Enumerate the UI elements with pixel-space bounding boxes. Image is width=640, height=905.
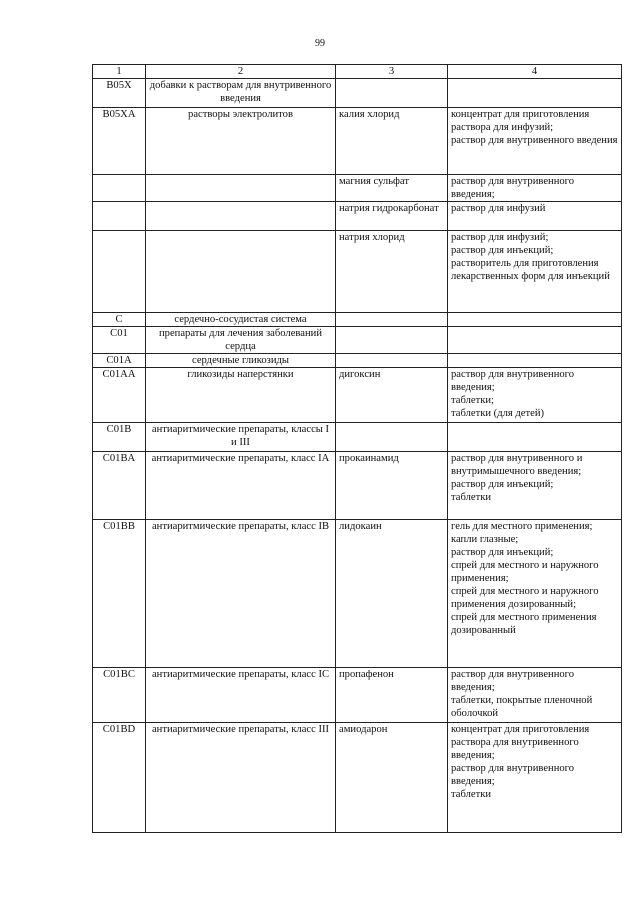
table-row — [93, 520, 622, 668]
table-row — [93, 668, 622, 723]
atc-code-cell — [93, 202, 146, 231]
atc-code-cell: C01A — [93, 354, 146, 368]
group-cell — [146, 202, 336, 231]
substance-cell — [336, 313, 448, 327]
dosage-form: раствор для инфузий; — [451, 232, 549, 243]
header-col-1: 1 — [93, 65, 146, 79]
dosage-form: раствор для инфузий — [451, 203, 546, 214]
forms-cell — [448, 79, 622, 108]
table-row — [93, 368, 622, 423]
substance-cell: прокаинамид — [336, 452, 448, 520]
table-row — [93, 423, 622, 452]
dosage-form: раствор для внутривенного введения; — [451, 669, 575, 693]
group-cell: антиаритмические препараты, класс IA — [146, 452, 336, 520]
atc-code-cell: C01BB — [93, 520, 146, 668]
forms-cell — [448, 423, 622, 452]
dosage-form: таблетки; — [451, 395, 494, 406]
substance-cell — [336, 327, 448, 354]
group-cell: растворы электролитов — [146, 108, 336, 175]
forms-cell — [448, 313, 622, 327]
header-col-2: 2 — [146, 65, 336, 79]
dosage-form: раствор для внутривенного и внутримышечного введения; — [451, 453, 583, 477]
substance-cell: магния сульфат — [336, 175, 448, 202]
substance-cell: лидокаин — [336, 520, 448, 668]
atc-code-cell: C01BA — [93, 452, 146, 520]
table-header — [93, 65, 622, 79]
forms-cell — [448, 327, 622, 354]
atc-code-cell: C — [93, 313, 146, 327]
group-cell: антиаритмические препараты, класс IC — [146, 668, 336, 723]
table-row — [93, 108, 622, 175]
dosage-form: раствор для внутривенного введения; — [451, 369, 575, 393]
forms-cell — [448, 175, 622, 202]
substance-cell: пропафенон — [336, 668, 448, 723]
atc-code-cell: B05X — [93, 79, 146, 108]
group-cell: препараты для лечения заболеваний сердца — [146, 327, 336, 354]
substance-cell: дигоксин — [336, 368, 448, 423]
dosage-form: раствор для внутривенного введения; — [451, 176, 575, 200]
dosage-form: таблетки, покрытые пленочной оболочкой — [451, 695, 593, 719]
forms-cell — [448, 723, 622, 833]
table-row — [93, 354, 622, 368]
table-row — [93, 202, 622, 231]
table-row — [93, 313, 622, 327]
dosage-form: капли глазные; — [451, 534, 519, 545]
forms-cell — [448, 368, 622, 423]
substance-cell — [336, 79, 448, 108]
atc-code-cell — [93, 231, 146, 313]
drug-table — [92, 64, 622, 833]
group-cell — [146, 175, 336, 202]
table-row — [93, 327, 622, 354]
dosage-form: раствор для внутривенного введения; — [451, 763, 575, 787]
substance-cell — [336, 354, 448, 368]
group-cell: добавки к растворам для внутривенного введения — [146, 79, 336, 108]
atc-code-cell: C01AA — [93, 368, 146, 423]
dosage-form: растворитель для приготовления лекарственных форм для инъекций — [451, 258, 610, 282]
dosage-form: таблетки — [451, 492, 492, 503]
page-number: 99 — [315, 38, 325, 49]
substance-cell: натрия гидрокарбонат — [336, 202, 448, 231]
dosage-form: спрей для местного и наружного применения; — [451, 560, 599, 584]
forms-cell — [448, 520, 622, 668]
dosage-form: раствор для инъекций; — [451, 547, 554, 558]
forms-cell — [448, 354, 622, 368]
atc-code-cell: C01B — [93, 423, 146, 452]
forms-cell — [448, 231, 622, 313]
dosage-form: раствор для инъекций; — [451, 479, 554, 490]
atc-code-cell: B05XA — [93, 108, 146, 175]
group-cell: антиаритмические препараты, класс IB — [146, 520, 336, 668]
group-cell: антиаритмические препараты, класс III — [146, 723, 336, 833]
dosage-form: таблетки (для детей) — [451, 408, 545, 419]
header-row — [93, 65, 622, 79]
atc-code-cell: C01 — [93, 327, 146, 354]
substance-cell: амиодарон — [336, 723, 448, 833]
group-cell: сердечные гликозиды — [146, 354, 336, 368]
dosage-form: концентрат для приготовления раствора для инфузий; — [451, 109, 590, 133]
header-col-4: 4 — [448, 65, 622, 79]
table-row — [93, 79, 622, 108]
dosage-form: спрей для местного применения дозированный — [451, 612, 597, 636]
substance-cell: калия хлорид — [336, 108, 448, 175]
forms-cell — [448, 108, 622, 175]
forms-cell — [448, 668, 622, 723]
dosage-form: гель для местного применения; — [451, 521, 593, 532]
header-col-3: 3 — [336, 65, 448, 79]
dosage-form: раствор для внутривенного введения — [451, 135, 618, 146]
table-body — [93, 79, 622, 833]
dosage-form: таблетки — [451, 789, 492, 800]
dosage-form: раствор для инъекций; — [451, 245, 554, 256]
dosage-form: концентрат для приготовления раствора для внутривенного введения; — [451, 724, 590, 761]
group-cell: сердечно-сосудистая система — [146, 313, 336, 327]
dosage-form: спрей для местного и наружного применения дозированный; — [451, 586, 599, 610]
table-row — [93, 723, 622, 833]
table-row — [93, 452, 622, 520]
substance-cell — [336, 423, 448, 452]
group-cell: антиаритмические препараты, классы I и III — [146, 423, 336, 452]
substance-cell: натрия хлорид — [336, 231, 448, 313]
atc-code-cell: C01BD — [93, 723, 146, 833]
table-row — [93, 231, 622, 313]
group-cell — [146, 231, 336, 313]
forms-cell — [448, 202, 622, 231]
table-row — [93, 175, 622, 202]
atc-code-cell: C01BC — [93, 668, 146, 723]
forms-cell — [448, 452, 622, 520]
atc-code-cell — [93, 175, 146, 202]
group-cell: гликозиды наперстянки — [146, 368, 336, 423]
